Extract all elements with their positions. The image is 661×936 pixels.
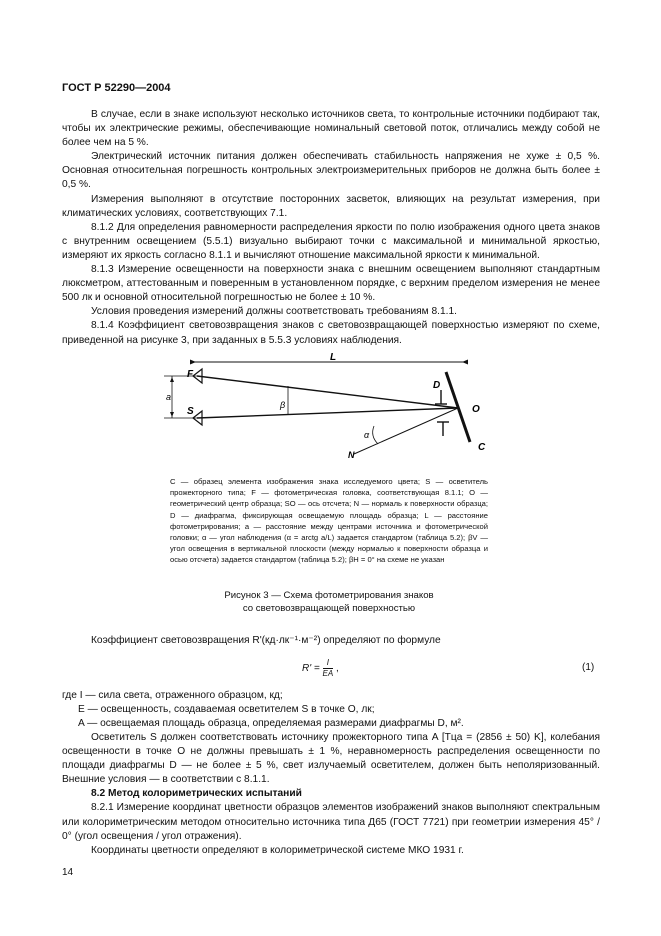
label-N: N: [348, 450, 355, 460]
body-text-top: [62, 108, 600, 348]
figure-title: Рисунок 3 — Схема фотометрирования знаков со световозвращающей поверхностью: [224, 590, 434, 614]
paragraph: 8.1.2 Для определения равномерности распределения яркости по полю изображения одного цвета знаков с внутренним освещением (5.5.1) визуально выбирают точки с максимальной и минимальной яркостью, измеряют их яркость согласно 8.1.1 и вычисляют отношение максимальной яркости к минимальной.: [62, 221, 600, 261]
document-header: ГОСТ Р 52290—2004: [62, 82, 171, 94]
page-number: 14: [62, 867, 74, 878]
definition-I: где I — сила света, отраженного образцом, кд;: [62, 690, 283, 701]
label-a: a: [166, 392, 172, 402]
arrow-right: [462, 360, 468, 365]
section-heading: 8.2 Метод колориметрических испытаний: [91, 788, 302, 800]
definitions: [62, 689, 600, 731]
label-D: D: [433, 380, 441, 391]
ray-F: [197, 376, 458, 408]
paragraph: 8.2.1 Измерение координат цветности образцов элементов изображений знаков выполняют спектральным или колориметрическим методом относительно источника типа Д65 (ГОСТ 7721) при геометрии измерения 45° / 0° (угол освещения / угол отражения).: [62, 802, 600, 842]
paragraph: Измерения выполняют в отсутствие посторонних засветок, влияющих на результат измерения, при климатических условиях, соответствующих 7.1.: [62, 193, 600, 219]
paragraph: Электрический источник питания должен обеспечивать стабильность напряжения не хуже ± 0,5 %. Основная относительная погрешность контрольных электроизмерительных приборов не должна быть более ± 0,5 %.: [62, 151, 600, 191]
label-L: L: [330, 352, 337, 363]
label-C: C: [478, 442, 486, 453]
photometry-diagram: [150, 350, 510, 462]
definition-A: A — освещаемая площадь образца, определяемая размерами диафрагмы D, м².: [78, 718, 464, 730]
paragraph: Осветитель S должен соответствовать источнику прожекторного типа A [Tца = (2856 ± 50) K], колебания освещенности в точке O не должны превышать ± 1 %, неравномерность распределения освещенности по площади диафрагмы D — не более ± 5 %, свет излучаемый осветителем, должен быть неполяризованный. Внешние условия — в соответствии с 8.1.1.: [62, 732, 600, 786]
paragraph: В случае, если в знаке используют несколько источников света, то контрольные источники подбирают так, чтобы их электрические режимы, обеспечивающие номинальный световой поток, отличались между собой не более чем на 5 %.: [62, 109, 600, 149]
body-text-bottom: [62, 731, 600, 858]
definition-E: E — освещенность, создаваемая осветителем S в точке O, лк;: [78, 704, 375, 716]
paragraph: Координаты цветности определяют в колориметрической системе МКО 1931 г.: [91, 844, 464, 856]
formula-1: R' = $\frac{I}{EA}$ ,: [302, 658, 339, 678]
formula-intro: Коэффициент световозвращения R'(кд·лк⁻¹·м⁻²) определяют по формуле: [91, 635, 441, 646]
arrow-left: [190, 360, 196, 365]
paragraph: 8.1.4 Коэффициент световозвращения знаков с световозвращающей поверхностью измеряют по схеме, приведенной на рисунке 3, при заданных в 5.5.3 условиях наблюдения.: [62, 320, 600, 346]
label-F: F: [187, 369, 194, 380]
ray-S: [197, 408, 458, 418]
angle-arc-alpha: [373, 426, 378, 444]
paragraph: Условия проведения измерений должны соответствовать требованиям 8.1.1.: [91, 306, 457, 318]
label-S: S: [187, 406, 194, 417]
paragraph: 8.1.3 Измерение освещенности на поверхности знака с внешним освещением выполняют стандартным люксметром, аттестованным и поверенным в установленном порядке, с верхним пределом измерения не менее 500 лк и основной относительной погрешностью не более ± 10 %.: [62, 264, 600, 304]
label-beta: β: [280, 400, 286, 410]
label-alpha: α: [364, 430, 370, 440]
formula-number: (1): [582, 662, 595, 673]
label-O: O: [472, 404, 480, 415]
figure-legend: C — образец элемента изображения знака исследуемого цвета; S — осветитель прожекторного типа; F — фотометрическая головка, соответствующая 8.1.1; O — геометрический центр образца; SO — ось отсчета; N — нормаль к поверхности образца; D — диафрагма, фиксирующая освещаемую площадь образца; L — расстояние фотометрирования; a — расстояние между центрами источника и фотометрической головки; α — угол наблюдения (α = arctg a/L) задается стандартом (таблица 5.2); βV — угол освещения в вертикальной плоскости (между нормалью к поверхности образца и осью отсчета) задается стандартом (таблица 5.2); βH = 0° на схеме не указан: [170, 477, 488, 565]
